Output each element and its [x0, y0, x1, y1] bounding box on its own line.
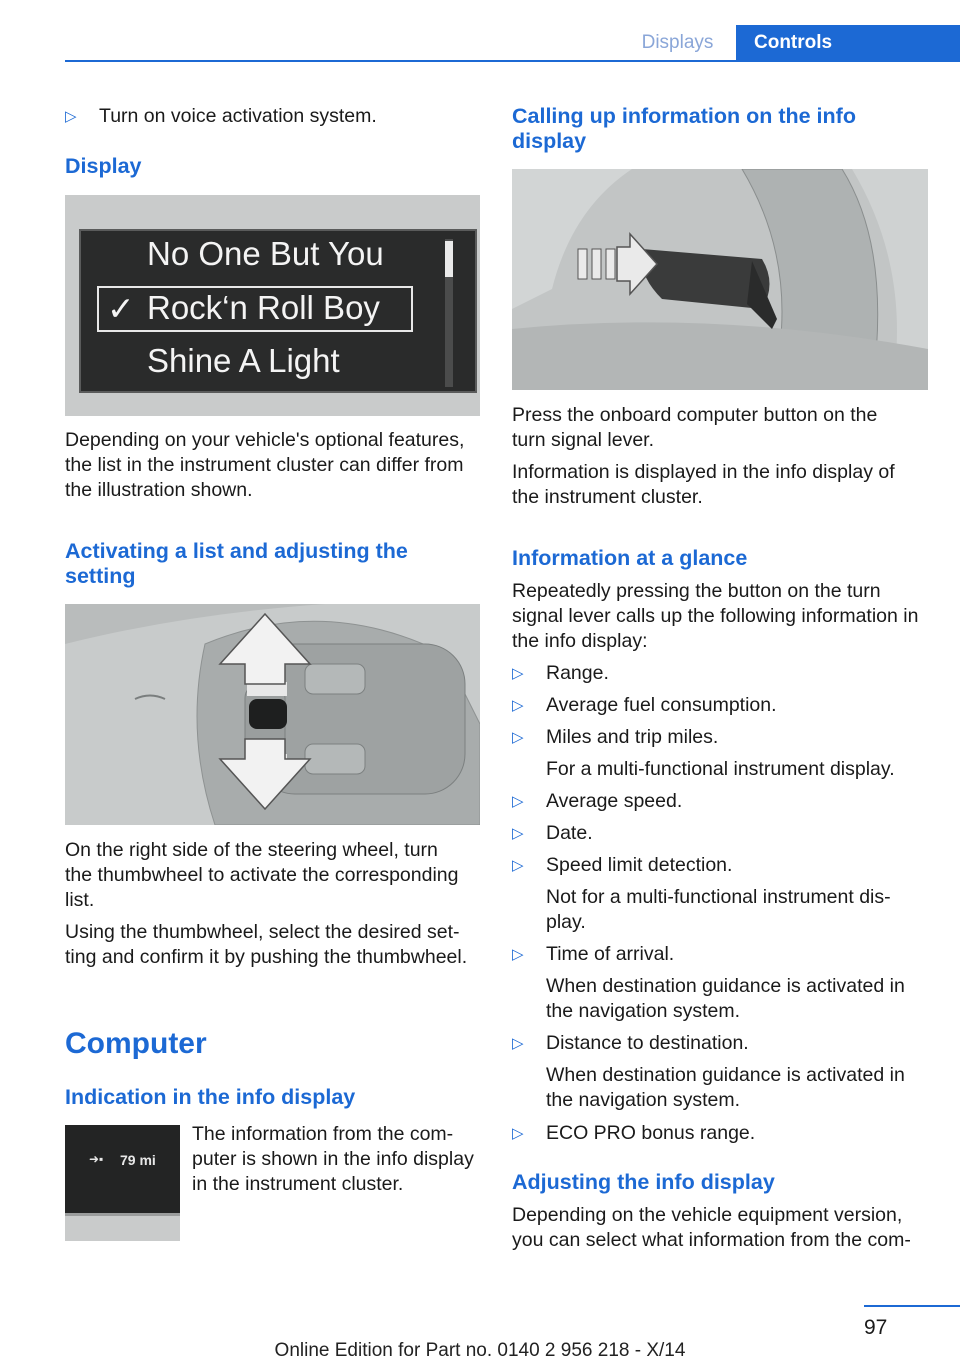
info-item-label: Speed limit detection.	[546, 854, 733, 876]
header-section-tab: Displays	[641, 32, 714, 53]
triangle-right-icon: ▷	[512, 825, 524, 842]
info-display-illustration	[65, 1125, 180, 1241]
thumbwheel-text-line: the thumbwheel to activate the corresponding	[65, 864, 459, 886]
info-item-label: Date.	[546, 822, 593, 844]
display-text-line: the list in the instrument cluster can differ from	[65, 454, 464, 476]
info-item-note: the navigation system.	[546, 1000, 741, 1022]
info-item-note: When destination guidance is activated in	[546, 1064, 905, 1086]
triangle-right-icon: ▷	[512, 857, 524, 874]
adjusting-text	[512, 1203, 911, 1253]
thumbwheel-text-line: Using the thumbwheel, select the desired set‐	[65, 921, 460, 943]
adjusting-text-line: you can select what information from the com‐	[512, 1229, 911, 1251]
calling-heading-line: display	[512, 129, 587, 153]
triangle-right-icon: ▷	[512, 1125, 524, 1142]
indication-text-line: The information from the com‐	[192, 1123, 454, 1145]
glance-text-line: Repeatedly pressing the button on the turn	[512, 580, 881, 602]
info-text-line: the instrument cluster.	[512, 486, 703, 508]
header-rule	[65, 60, 960, 62]
press-text-line: turn signal lever.	[512, 429, 654, 451]
press-text	[512, 403, 877, 453]
display-text-line: Depending on your vehicle's optional features,	[65, 429, 465, 451]
adjusting-heading: Adjusting the info display	[512, 1170, 775, 1194]
page-number: 97	[864, 1316, 888, 1339]
display-text	[65, 428, 464, 503]
display-list-item-3: Shine A Light	[147, 342, 340, 379]
triangle-right-icon: ▷	[512, 697, 524, 714]
footer-edition: Online Edition for Part no. 0140 2 956 218 - X/14	[274, 1340, 686, 1361]
turn-signal-drawing	[512, 169, 928, 390]
thumbwheel-text-line: list.	[65, 889, 95, 911]
computer-heading: Computer	[65, 1027, 207, 1060]
press-text-line: Press the onboard computer button on the	[512, 404, 878, 426]
activating-heading-line: Activating a list and adjusting the	[65, 539, 408, 563]
info-text	[512, 460, 895, 510]
display-heading: Display	[65, 154, 142, 178]
triangle-right-icon: ▷	[512, 665, 524, 682]
info-item-label: Range.	[546, 662, 609, 684]
info-item-label: Time of arrival.	[546, 943, 675, 965]
display-illustration	[65, 195, 480, 416]
display-text-line: the illustration shown.	[65, 479, 253, 501]
triangle-right-icon: ▷	[512, 793, 524, 810]
info-display-value: 79 mi	[120, 1152, 156, 1168]
display-list-item-2: Rock‘n Roll Boy	[147, 289, 380, 326]
triangle-right-icon: ▷	[512, 946, 524, 963]
activating-heading	[65, 539, 408, 589]
indication-text	[192, 1122, 474, 1197]
glance-text-line: signal lever calls up the following information in	[512, 605, 919, 627]
info-item-note: When destination guidance is activated in	[546, 975, 905, 997]
info-item-label: Average speed.	[546, 790, 683, 812]
indication-heading: Indication in the info display	[65, 1085, 356, 1109]
steering-wheel-drawing	[65, 604, 480, 825]
info-item-label: Miles and trip miles.	[546, 726, 719, 748]
indication-text-line: puter is shown in the info display	[192, 1148, 474, 1170]
glance-heading: Information at a glance	[512, 546, 748, 570]
info-display-screen	[65, 1125, 180, 1213]
scrollbar-thumb	[445, 241, 453, 277]
footer-rule	[864, 1305, 960, 1307]
info-item-label: ECO PRO bonus range.	[546, 1122, 756, 1144]
activating-heading-line: setting	[65, 564, 136, 588]
info-item-note: For a multi-functional instrument display.	[546, 758, 895, 780]
adjusting-text-line: Depending on the vehicle equipment version,	[512, 1204, 903, 1226]
arrow-fuel-icon: ➜▪	[89, 1152, 104, 1166]
thumbwheel-text-1	[65, 838, 459, 913]
indication-text-line: in the instrument cluster.	[192, 1173, 404, 1195]
calling-heading-line: Calling up information on the info	[512, 104, 856, 128]
triangle-right-icon: ▷	[512, 729, 524, 746]
thumbwheel-text-line: ting and confirm it by pushing the thumbwheel.	[65, 946, 468, 968]
info-item-note: play.	[546, 911, 586, 933]
bullet-voice-text: Turn on voice activation system.	[99, 105, 377, 127]
info-item-note: Not for a multi-functional instrument dis‐	[546, 886, 891, 908]
thumbwheel-text-2	[65, 920, 467, 970]
info-item-label: Average fuel consumption.	[546, 694, 777, 716]
info-text-line: Information is displayed in the info display of	[512, 461, 895, 483]
triangle-right-icon: ▷	[65, 108, 77, 125]
display-list-item-1: No One But You	[147, 235, 384, 272]
turn-signal-illustration	[512, 169, 928, 390]
header-chapter-tab: Controls	[736, 25, 960, 61]
checkmark-icon: ✓	[107, 290, 135, 327]
glance-text-line: the info display:	[512, 630, 648, 652]
calling-heading	[512, 104, 856, 154]
info-item-note: the navigation system.	[546, 1089, 741, 1111]
steering-wheel-illustration	[65, 604, 480, 825]
info-display-edge	[65, 1213, 180, 1216]
triangle-right-icon: ▷	[512, 1035, 524, 1052]
info-item-label: Distance to destination.	[546, 1032, 749, 1054]
thumbwheel-text-line: On the right side of the steering wheel, turn	[65, 839, 438, 861]
glance-text	[512, 579, 918, 654]
